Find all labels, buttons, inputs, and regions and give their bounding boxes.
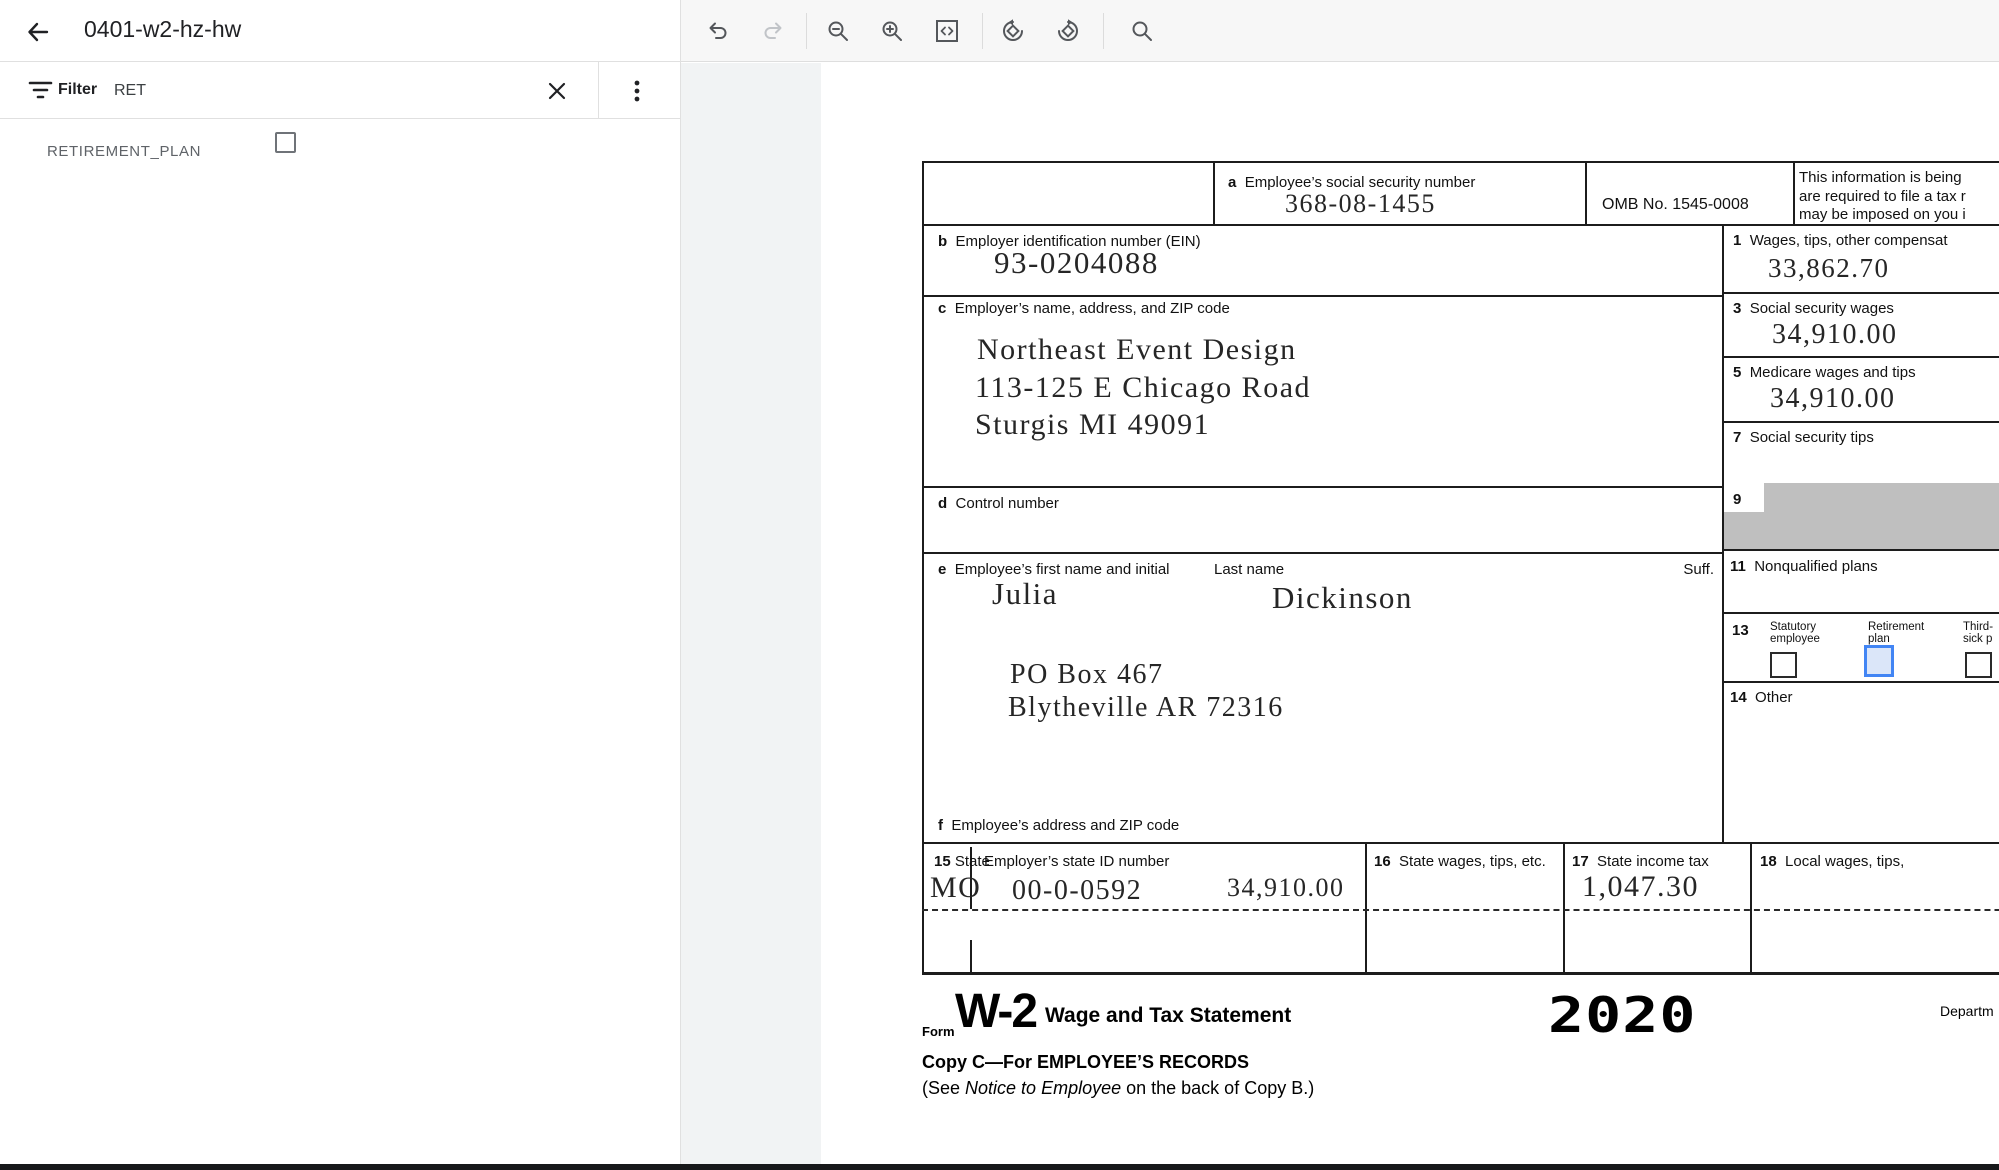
retirement-plan-checkbox[interactable] [275,132,296,153]
border [1750,842,1752,974]
field-label: RETIREMENT_PLAN [47,143,202,160]
statutory-employee-label: Statutory employee [1770,621,1820,645]
department-text: Departm [1940,1003,1994,1019]
border [922,972,1999,975]
box-5-label: 5 Medicare wages and tips [1733,364,1916,381]
state-id-label: Employer’s state ID number [984,853,1170,870]
box-14-label: 14 Other [1730,689,1793,706]
box-a-letter: a [1228,174,1237,191]
box-18-label: 18 Local wages, tips, [1760,853,1905,870]
filter-bar [0,62,680,119]
border [922,842,1999,844]
field-list-item-retirement-plan [0,119,680,171]
rotate-right-icon [1055,18,1081,44]
zoom-out-icon [826,19,850,43]
suffix-label: Suff. [1683,561,1714,578]
employee-last-name: Dickinson [1272,580,1413,615]
box-1-label: 1 Wages, tips, other compensat [1733,232,1948,249]
border [1365,842,1367,974]
info-text: This information is being are required to file a tax r may be imposed on you i [1799,169,1966,223]
box-c-label: c Employer’s name, address, and ZIP code [938,300,1230,317]
box-b-label: b Employer identification number (EIN) [938,233,1201,250]
rotate-right-button[interactable] [1054,17,1082,45]
statutory-employee-checkbox [1770,652,1797,678]
undo-button[interactable] [704,17,732,45]
border [922,161,924,974]
zoom-in-icon [880,19,904,43]
state-id-value: 00-0-0592 [1012,875,1143,906]
employer-city: Sturgis MI 49091 [975,408,1211,441]
box-17-value: 1,047.30 [1582,870,1699,903]
box-7-label: 7 Social security tips [1733,429,1874,446]
box-17-label: 17 State income tax [1572,853,1709,870]
filter-icon [28,81,53,99]
rotate-left-button[interactable] [999,17,1027,45]
box-a-label: a Employee’s social security number [1228,174,1476,191]
border [1563,842,1565,974]
box-d-label: d Control number [938,495,1059,512]
box-3-label: 3 Social security wages [1733,300,1894,317]
search-button[interactable] [1128,17,1156,45]
border [1585,161,1587,226]
toolbar-separator [806,13,807,49]
fit-width-icon [934,18,960,44]
employer-street: 113-125 E Chicago Road [975,371,1312,404]
border [922,295,1724,297]
zoom-in-button[interactable] [878,17,906,45]
third-party-sick-pay-checkbox [1965,652,1992,678]
border [922,552,1724,554]
document-title: 0401-w2-hz-hw [84,16,242,42]
bottom-edge-bar [0,1164,1999,1170]
box-9-label-chip [1724,483,1764,512]
box-11-label: 11 Nonqualified plans [1730,558,1878,575]
document-canvas [681,63,1999,1170]
box-3-value: 34,910.00 [1772,319,1898,350]
toolbar-separator [982,13,983,49]
document-page [821,63,1999,1164]
box-1-value: 33,862.70 [1768,253,1890,283]
box-5-value: 34,910.00 [1770,383,1896,414]
panel-header [0,0,680,62]
zoom-out-button[interactable] [824,17,852,45]
retirement-plan-form-label: Retirement plan [1868,621,1925,645]
employer-name: Northeast Event Design [977,333,1297,366]
third-party-sick-pay-label: Third- sick p [1963,621,1994,645]
border [1722,549,1999,551]
border [970,940,972,972]
employee-first-name: Julia [992,576,1059,611]
box-9-shaded-area [1724,483,1999,549]
divider [598,62,599,118]
search-icon [1130,19,1154,43]
border [1722,356,1999,358]
w2-form [922,161,1999,976]
overflow-menu-button[interactable] [624,78,650,104]
see-notice-line: (See Notice to Employee on the back of Copy B.) [922,1078,1315,1098]
border [1722,421,1999,423]
retirement-plan-form-checkbox-highlighted[interactable] [1864,645,1894,677]
employee-address-line1: PO Box 467 [1010,659,1164,690]
close-icon [547,81,567,101]
ssn-value: 368-08-1455 [1285,189,1436,218]
toolbar-separator [1103,13,1104,49]
notice-italic: Notice to Employee [965,1078,1122,1098]
tax-year: 2020 [1548,987,1697,1045]
undo-icon [706,19,730,43]
state-value: MO [930,871,982,904]
border [1722,292,1999,294]
clear-filter-button[interactable] [544,78,570,104]
rotate-left-icon [1000,18,1026,44]
w2-statement-title: Wage and Tax Statement [1045,1004,1292,1027]
copy-c-line: Copy C—For EMPLOYEE’S RECORDS [922,1052,1250,1072]
filter-label: Filter [58,81,98,98]
border [1213,161,1215,226]
border [1722,681,1999,683]
ein-value: 93-0204088 [994,245,1159,280]
employee-address-line2: Blytheville AR 72316 [1008,692,1284,723]
arrow-left-icon [26,20,50,44]
dashed-border [922,909,1999,911]
filter-query-text: RET [114,82,146,99]
fit-to-width-button[interactable] [933,17,961,45]
redo-icon [761,19,785,43]
box-13-number: 13 [1732,622,1749,639]
form-word: Form [922,1024,955,1039]
kebab-menu-icon [634,80,640,102]
box-f-label: f Employee’s address and ZIP code [938,817,1180,834]
redo-button[interactable] [759,17,787,45]
box-16-label: 16 State wages, tips, etc. [1374,853,1546,870]
border [1722,612,1999,614]
border [1793,161,1795,226]
box-15-label: 15 State [934,853,990,870]
omb-number: OMB No. 1545-0008 [1602,196,1749,213]
back-button[interactable] [22,16,54,48]
viewer-toolbar [681,0,1999,62]
w2-form-name: W-2 [955,985,1037,1038]
box-16-value: 34,910.00 [1227,873,1345,902]
box-e-label: e Employee’s first name and initial [938,561,1170,578]
last-name-label: Last name [1214,561,1285,578]
border [922,486,1724,488]
left-panel [0,0,681,1170]
box-9-number: 9 [1733,491,1742,508]
border [922,161,1999,163]
